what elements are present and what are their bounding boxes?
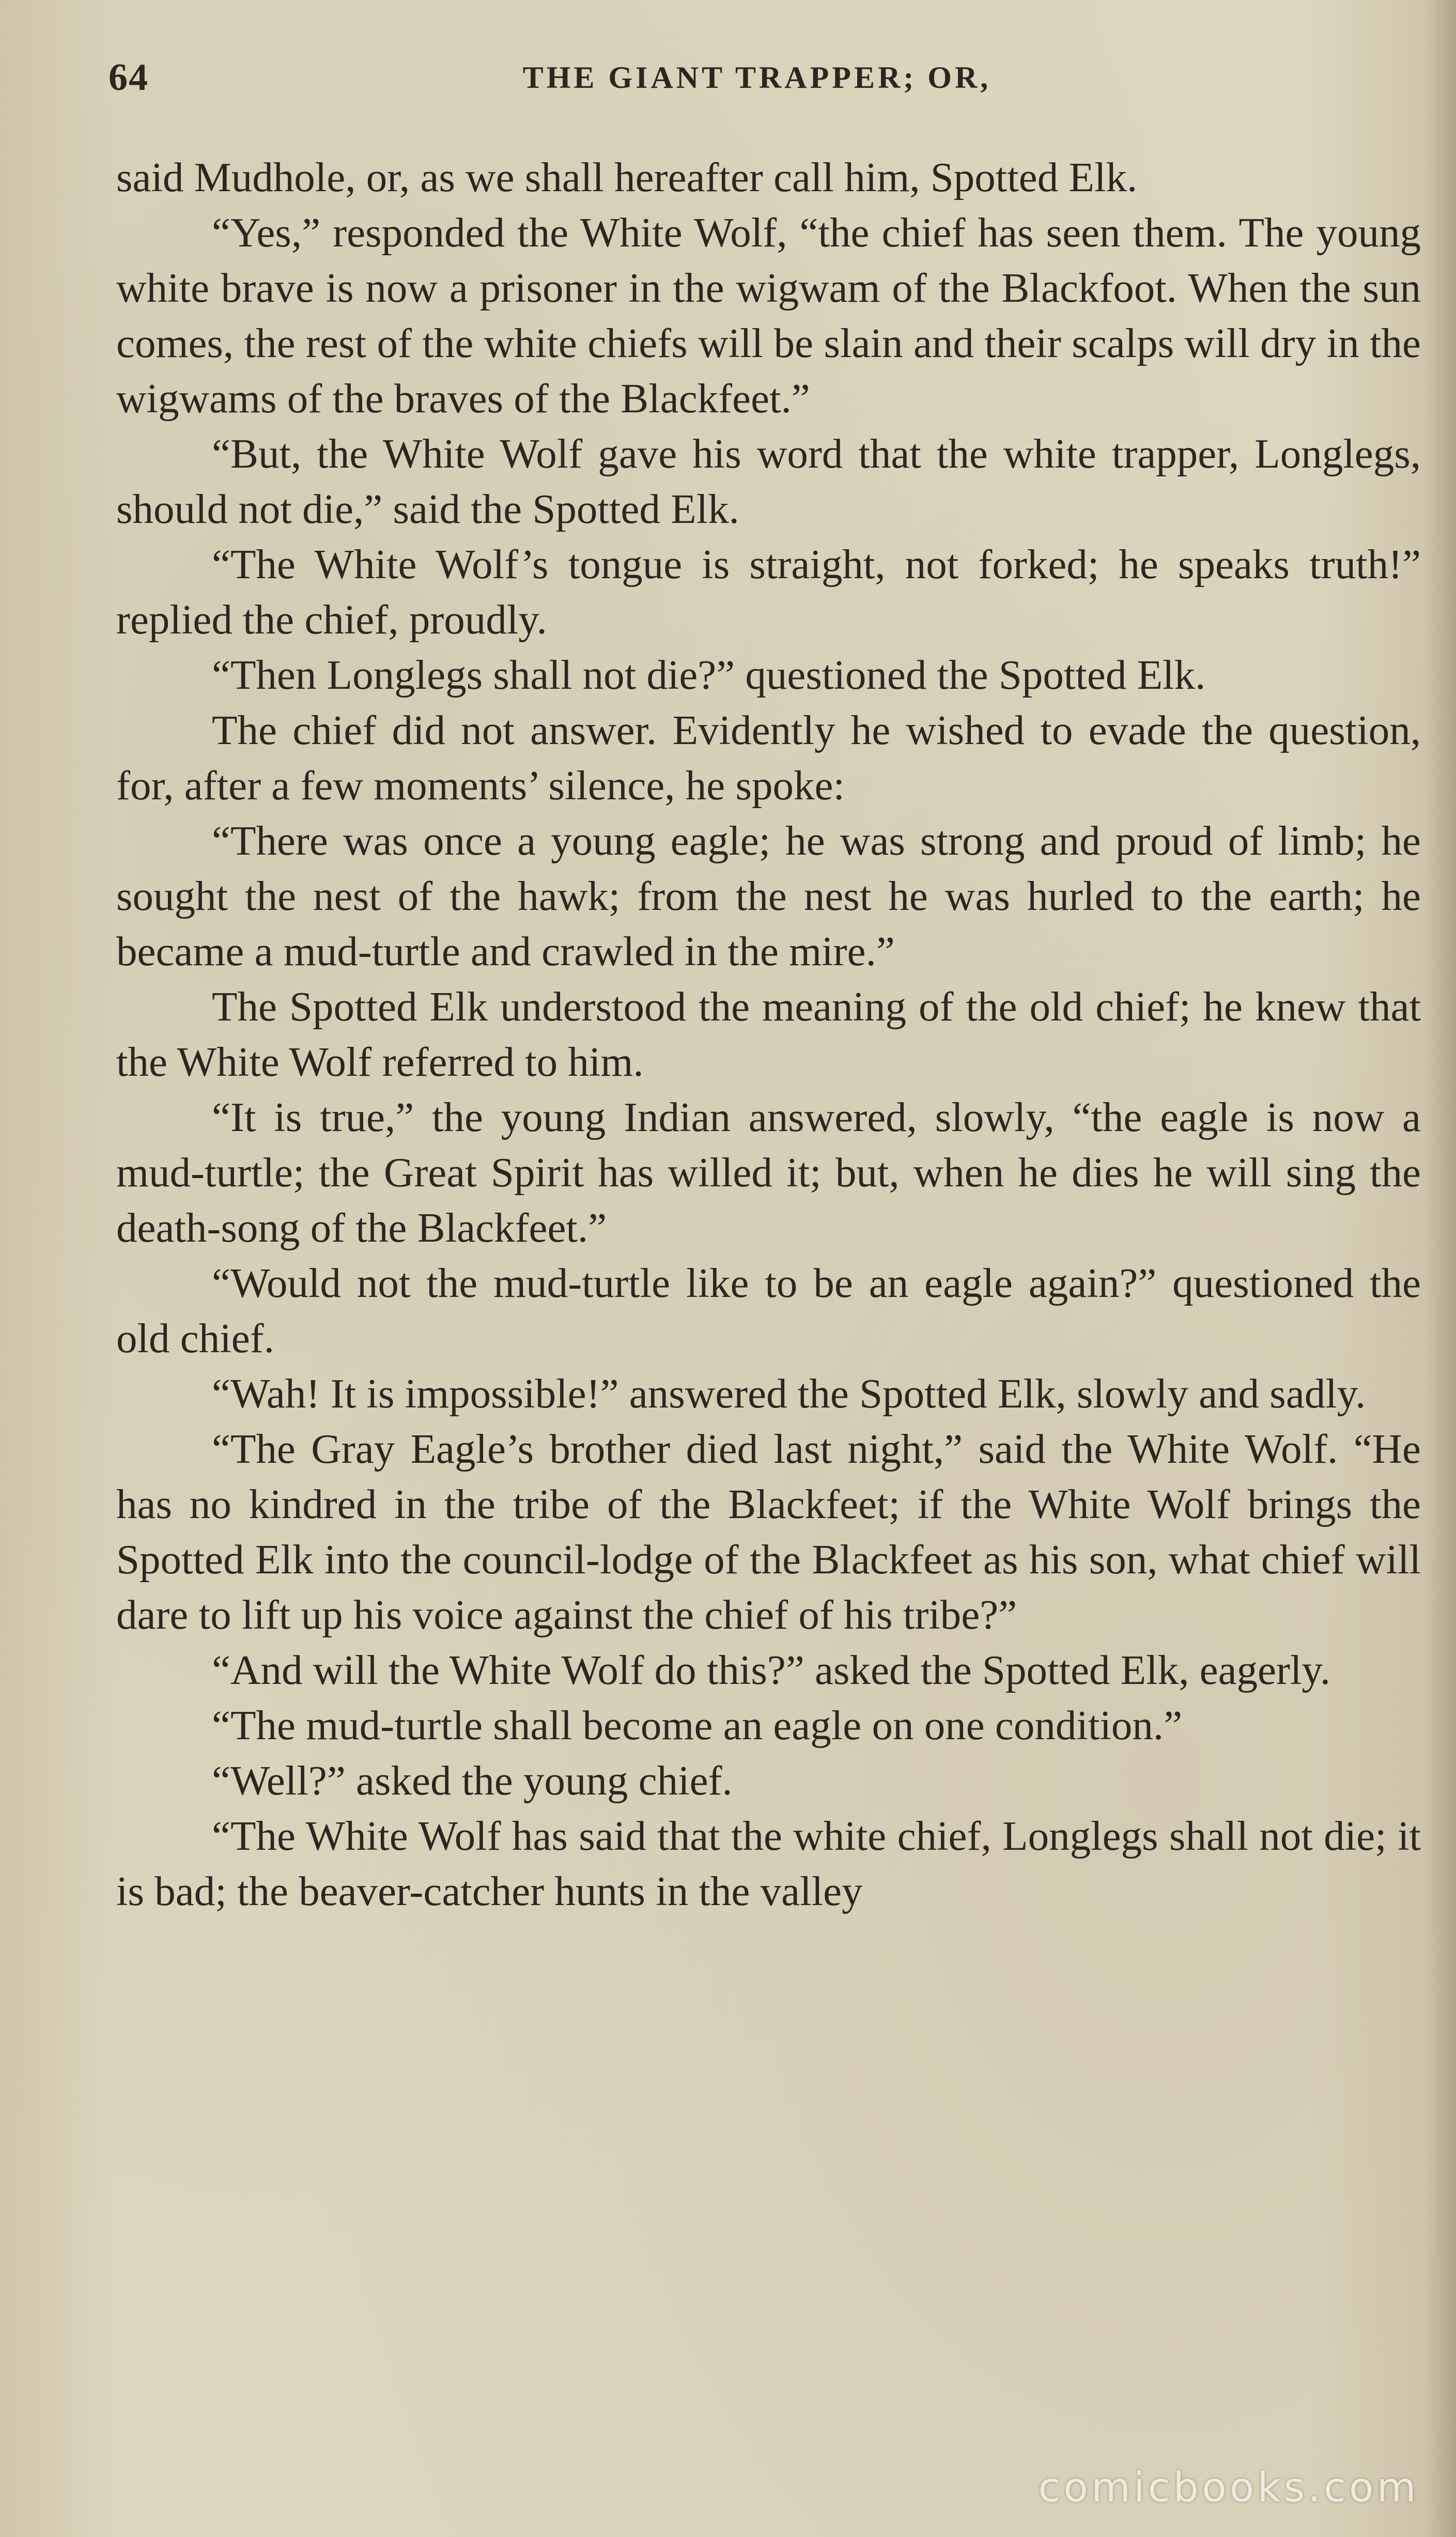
paragraph: “Then Longlegs shall not die?” questioned the Spotted Elk. (212, 652, 1206, 698)
running-head (109, 49, 1405, 106)
paragraph: “It is true,” the young Indian answered, slowly, “the eagle is now a mud-turtle; the Great Spirit has willed it; but, when he dies he will sing the death-song of the Blackfeet.” (116, 1094, 1421, 1251)
paragraph: “Would not the mud-turtle like to be an eagle again?” questioned the old chief. (116, 1260, 1421, 1362)
page-edge-shadow (1425, 0, 1456, 2537)
paragraph: “Wah! It is impossible!” answered the Spotted Elk, slowly and sadly. (212, 1370, 1366, 1417)
paragraph: “Yes,” responded the White Wolf, “the chief has seen them. The young white brave is now a prisoner in the wigwam of the Blackfoot. When the sun comes, the rest of the white chiefs will be slain and their scalps will dry in the wigwams of the braves of the Blackfeet.” (116, 209, 1421, 422)
paragraph: “The mud-turtle shall become an eagle on one condition.” (212, 1702, 1183, 1749)
paragraph: “And will the White Wolf do this?” asked the Spotted Elk, eagerly. (212, 1647, 1330, 1693)
running-title: THE GIANT TRAPPER; OR, (522, 60, 992, 95)
paragraph: “But, the White Wolf gave his word that the white trapper, Longlegs, should not die,” said the Spotted Elk. (116, 430, 1421, 532)
paragraph: “The Gray Eagle’s brother died last night,” said the White Wolf. “He has no kindred in the tribe of the Blackfeet; if the White Wolf brings the Spotted Elk into the council-lodge of the Blackfeet as his son, what chief will dare to lift up his voice against the chief of his tribe?” (116, 1426, 1421, 1638)
watermark: comicbooks.com (1038, 2465, 1419, 2511)
paragraph: “There was once a young eagle; he was strong and proud of limb; he sought the nest of the hawk; from the nest he was hurled to the earth; he became a mud-turtle and crawled in the mire.” (116, 817, 1421, 974)
paragraph: “The White Wolf has said that the white chief, Longlegs shall not die; it is bad; the beaver-catcher hunts in the valley (116, 1813, 1421, 1914)
paragraph: “Well?” asked the young chief. (212, 1757, 733, 1804)
paragraph: said Mudhole, or, as we shall hereafter call him, Spotted Elk. (116, 154, 1138, 200)
paragraph: The Spotted Elk understood the meaning of the old chief; he knew that the White Wolf referred to him. (116, 983, 1421, 1085)
paragraph: The chief did not answer. Evidently he wished to evade the question, for, after a few moments’ silence, he spoke: (116, 707, 1421, 809)
paragraph: “The White Wolf’s tongue is straight, not forked; he speaks truth!” replied the chief, proudly. (116, 541, 1421, 643)
page-number: 64 (109, 56, 149, 99)
page-body (116, 150, 1421, 1919)
